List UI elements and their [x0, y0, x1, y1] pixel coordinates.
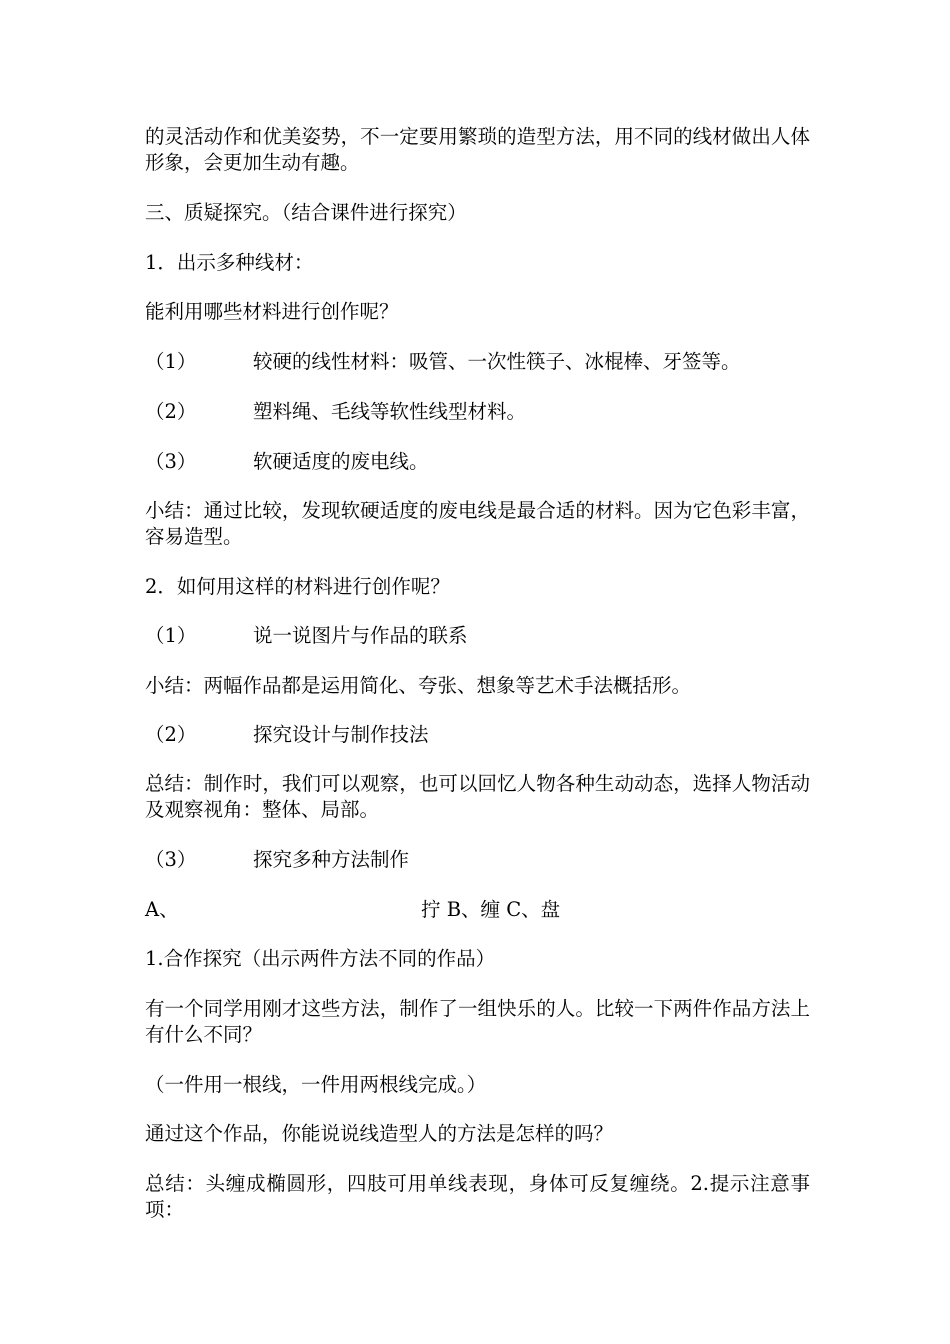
- cooperation-question-2: 通过这个作品，你能说说线造型人的方法是怎样的吗？: [145, 1122, 614, 1145]
- list-item-text: 探究设计与制作技法: [253, 723, 429, 746]
- list-item: [145, 847, 810, 873]
- section-heading-3: 三、质疑探究。（结合课件进行探究）: [145, 201, 467, 224]
- method-list-text: 拧 B、缠 C、盘: [421, 898, 561, 921]
- list-item-text: 探究多种方法制作: [253, 848, 410, 871]
- question-2-heading: 2．如何用这样的材料进行创作呢？: [145, 575, 450, 598]
- method-a-label: A、: [145, 898, 179, 921]
- list-item-text: 塑料绳、毛线等软性线型材料。: [253, 400, 527, 423]
- cooperation-question: 有一个同学用刚才这些方法，制作了一组快乐的人。比较一下两件作品方法上有什么不同？: [145, 997, 810, 1046]
- summary-paragraph: 总结：头缠成椭圆形，四肢可用单线表现，身体可反复缠绕。2.提示注意事项：: [145, 1172, 810, 1221]
- list-item: [145, 349, 810, 375]
- cooperation-heading: 1.合作探究（出示两件方法不同的作品）: [145, 947, 496, 970]
- question-1-prompt: 能利用哪些材料进行创作呢？: [145, 300, 399, 323]
- paragraph-intro: 的灵活动作和优美姿势，不一定要用繁琐的造型方法，用不同的线材做出人体形象，会更加生动有趣。: [145, 125, 810, 174]
- summary-paragraph: 小结：通过比较，发现软硬适度的废电线是最合适的材料。因为它色彩丰富，容易造型。: [145, 499, 810, 548]
- question-1-heading: 1．出示多种线材：: [145, 251, 314, 274]
- summary-paragraph: 总结：制作时，我们可以观察，也可以回忆人物各种生动动态，选择人物活动及观察视角：整体、局部。: [145, 772, 810, 821]
- list-item-number: （3）: [145, 848, 197, 871]
- list-item-number: （1）: [145, 624, 197, 647]
- list-item-number: （3）: [145, 450, 197, 473]
- summary-paragraph: 小结：两幅作品都是运用简化、夸张、想象等艺术手法概括形。: [145, 674, 692, 697]
- list-item-number: （2）: [145, 400, 197, 423]
- list-item-number: （1）: [145, 350, 197, 373]
- list-item-text: 软硬适度的废电线。: [253, 450, 429, 473]
- list-item: [145, 399, 810, 425]
- list-item: [145, 623, 810, 649]
- list-item-text: 较硬的线性材料：吸管、一次性筷子、冰棍棒、牙签等。: [253, 350, 741, 373]
- list-item: [145, 449, 810, 475]
- cooperation-answer: （一件用一根线，一件用两根线完成。）: [145, 1073, 487, 1096]
- list-item: [145, 722, 810, 748]
- list-item-number: （2）: [145, 723, 197, 746]
- list-item-text: 说一说图片与作品的联系: [253, 624, 468, 647]
- methods-line: [145, 897, 810, 923]
